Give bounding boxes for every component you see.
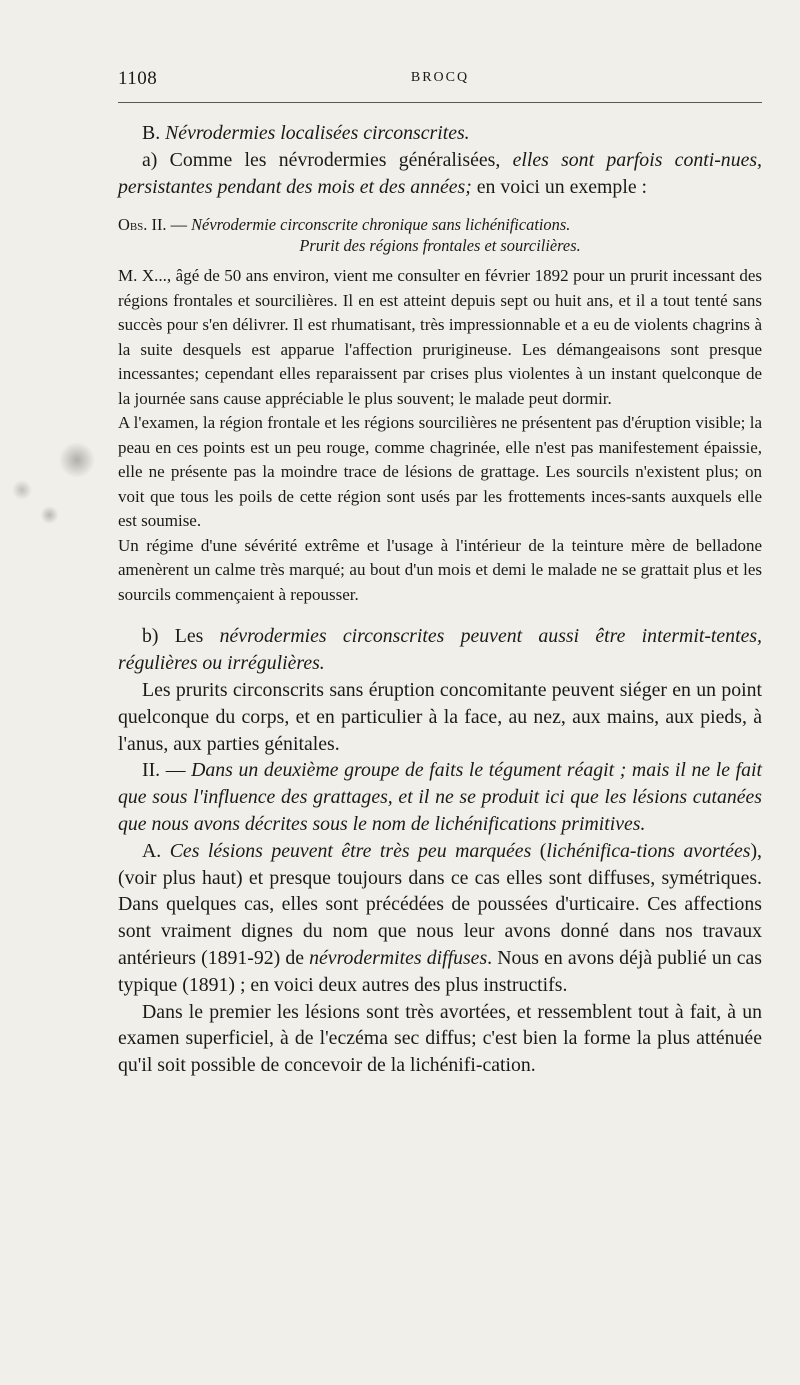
- observation-label: Obs. II.: [118, 215, 167, 235]
- page-header: [118, 68, 762, 94]
- paragraph-a-italic: elles sont parfois conti-nues, persistantes pendant des mois et des années;: [118, 148, 763, 198]
- ink-stain: [0, 430, 110, 530]
- paragraph-II: [118, 757, 762, 837]
- section-label: B.: [142, 122, 161, 144]
- observation-paragraph: Un régime d'une sévérité extrême et l'usage à l'intérieur de la teinture mère de belladone amenèrent un calme très marqué; au bout d'un mois et demi le malade ne se grattait plus et les sourcils commençaient à repousser.: [118, 535, 762, 604]
- observation-dash: —: [166, 215, 192, 235]
- page-number: 1108: [118, 68, 158, 89]
- paragraph-A-label: A.: [142, 839, 170, 862]
- paragraph-A-italic-2: lichénifica-tions avortées: [546, 839, 751, 862]
- running-head: BROCQ: [410, 70, 470, 85]
- observation-title: Névrodermie circonscrite chronique sans lichénifications.: [191, 215, 571, 235]
- paragraph-a: [118, 147, 762, 201]
- paragraph-last: Dans le premier les lésions sont très avortées, et ressemblent tout à fait, à un examen superficiel, à de l'eczéma sec diffus; c'est bien la forme la plus atténuée qu'il soit possible de concevoir de la lichénifi-cation.: [118, 1000, 762, 1077]
- paragraph-A-mid-1: (: [531, 839, 547, 862]
- paragraph-a-lead: a) Comme les névrodermies généralisées,: [142, 148, 513, 171]
- paragraph-II-label: II. —: [142, 759, 192, 782]
- section-title: [118, 120, 762, 147]
- observation-subtitle: Prurit des régions frontales et sourcilières.: [299, 236, 581, 256]
- paragraph-A-tail: . Nous en avons déjà publié un cas typique (1891) ; en voici deux autres des plus instructifs.: [118, 946, 762, 996]
- page-body: [118, 120, 762, 1079]
- paragraph-A: [118, 838, 762, 999]
- observation-text: [118, 264, 762, 607]
- paragraph-A-mid-2: ), (voir plus haut) et presque toujours dans ce cas elles sont diffuses, symétriques. Dans quelques cas, elles sont précédées de poussées d'urticaire. Ces affections sont vraiment dignes du nom que nous leur avons donné dans nos travaux antérieurs (1891-92) de: [118, 839, 762, 969]
- section-title-text: Névrodermies localisées circonscrites.: [165, 122, 470, 144]
- paragraph-II-italic: Dans un deuxième groupe de faits le tégument réagit ; mais il ne le fait que sous l'influence des grattages, et il ne se produit ici que les lésions cutanées que nous avons décrites sous le nom de lichénifications primitives.: [118, 759, 762, 835]
- observation-paragraph: M. X..., âgé de 50 ans environ, vient me consulter en février 1892 pour un prurit incessant des régions frontales et sourcilières. Il en est atteint depuis sept ou huit ans, et il a tout tenté sans succès pour s'en délivrer. Il est rhumatisant, très impressionnable et a eu de violents chagrins à la suite desquels est apparue l'affection prurigineuse. Les démangeaisons sont presque incessantes; cependant elles reparaissent par crises plus violentes à un instant quelconque de la journée sans cause appréciable le plus souvent; le malade peut dormir.: [118, 266, 762, 408]
- paragraph-A-italic-3: névrodermites diffuses: [309, 946, 488, 969]
- paragraph-b-italic: névrodermies circonscrites peuvent aussi être intermit-tentes, régulières ou irrégulières.: [118, 625, 762, 675]
- paragraph-A-italic-1: Ces lésions peuvent être très peu marquées: [169, 839, 532, 862]
- observation-paragraph: A l'examen, la région frontale et les régions sourcilières ne présentent pas d'éruption visible; la peau en ces points est un peu rouge, comme chagrinée, elle n'est pas manifestement épaissie, elle ne présente pas la moindre trace de lésions de grattage. Les sourcils n'existent plus; on voit que tous les poils de cette région sont usés par les frottements inces-sants auxquels elle est soumise.: [118, 413, 762, 531]
- observation-heading: [118, 214, 762, 235]
- header-rule: [118, 102, 762, 103]
- paragraph-b: [118, 623, 762, 677]
- paragraph-b-lead: b) Les: [142, 625, 220, 648]
- paragraph-prurits: Les prurits circonscrits sans éruption concomitante peuvent siéger en un point quelconque du corps, et en particulier à la face, au nez, aux mains, aux pieds, à l'anus, aux parties génitales.: [118, 678, 762, 755]
- paragraph-a-tail: en voici un exemple :: [471, 175, 648, 198]
